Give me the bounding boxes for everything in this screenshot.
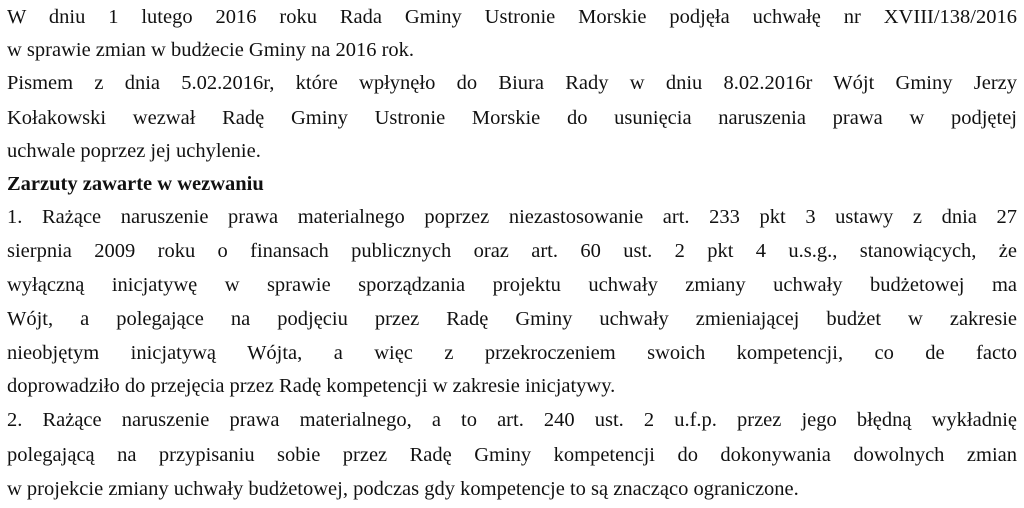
list-item-1-line-6: doprowadziło do przejęcia przez Radę kompetencji w zakresie inicjatywy.: [7, 375, 616, 397]
paragraph-1-line-2: w sprawie zmian w budżecie Gminy na 2016 rok.: [7, 39, 415, 61]
list-item-2-line-2: polegającą na przypisaniu sobie przez Radę Gminy kompetencji do dokonywania dowolnych zmian: [7, 444, 1017, 466]
list-item-1-line-1: 1. Rażące naruszenie prawa materialnego poprzez niezastosowanie art. 233 pkt 3 ustawy z dnia 27: [7, 206, 1017, 228]
section-heading: Zarzuty zawarte w wezwaniu: [7, 173, 264, 195]
list-item-1-line-3: wyłączną inicjatywę w sprawie sporządzania projektu uchwały zmiany uchwały budżetowej ma: [7, 274, 1017, 296]
list-item-2-line-1: 2. Rażące naruszenie prawa materialnego, a to art. 240 ust. 2 u.f.p. przez jego błędną wykładnię: [7, 409, 1017, 431]
paragraph-2-line-1: Pismem z dnia 5.02.2016r, które wpłynęło do Biura Rady w dniu 8.02.2016r Wójt Gminy Jerzy: [7, 72, 1017, 94]
paragraph-2-line-2: Kołakowski wezwał Radę Gminy Ustronie Morskie do usunięcia naruszenia prawa w podjętej: [7, 107, 1017, 129]
list-item-1-line-4: Wójt, a polegające na podjęciu przez Radę Gminy uchwały zmieniającej budżet w zakresie: [7, 308, 1017, 330]
paragraph-1-line-1: W dniu 1 lutego 2016 roku Rada Gminy Ustronie Morskie podjęła uchwałę nr XVIII/138/2016: [7, 6, 1017, 28]
list-item-2-line-3: w projekcie zmiany uchwały budżetowej, podczas gdy kompetencje to są znacząco ograniczone.: [7, 478, 799, 500]
list-item-1-line-5: nieobjętym inicjatywą Wójta, a więc z przekroczeniem swoich kompetencji, co de facto: [7, 342, 1017, 364]
list-item-1-line-2: sierpnia 2009 roku o finansach publicznych oraz art. 60 ust. 2 pkt 4 u.s.g., stanowiących, że: [7, 240, 1017, 262]
paragraph-2-line-3: uchwale poprzez jej uchylenie.: [7, 140, 261, 162]
